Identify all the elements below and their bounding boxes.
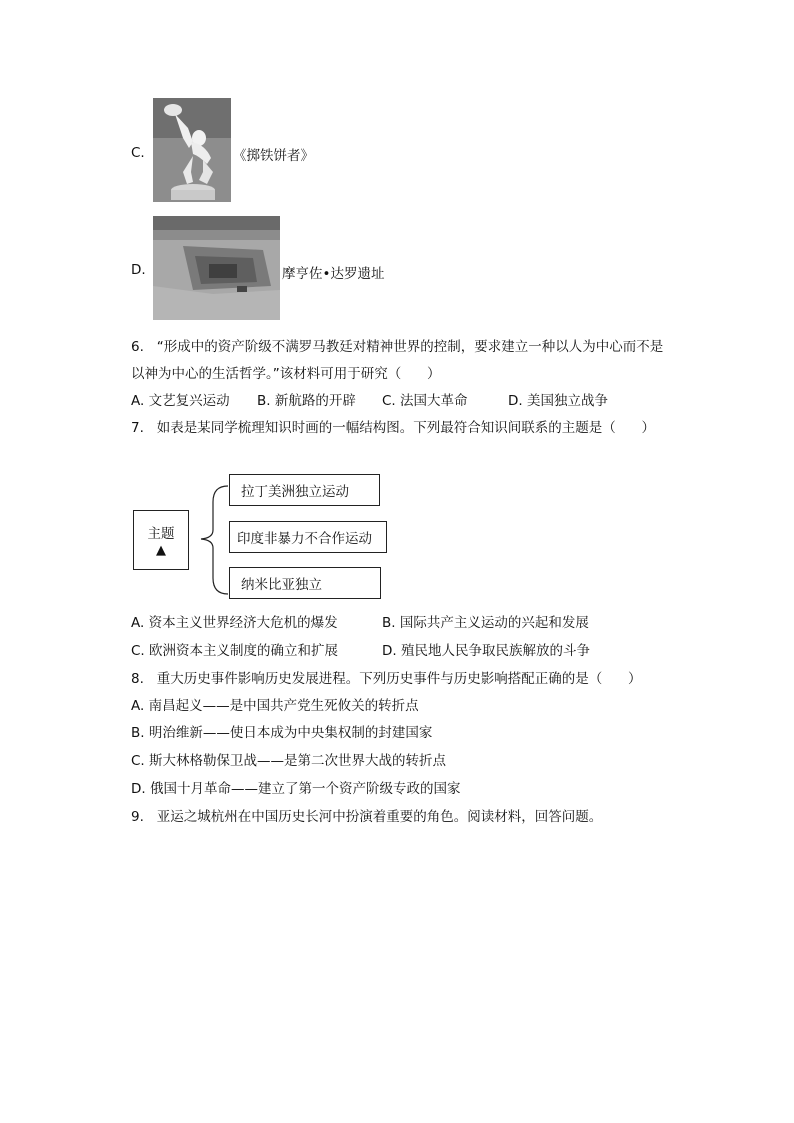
option-d-label: D. bbox=[131, 262, 146, 278]
q6-stem-line2: 以神为中心的生活哲学。”该材料可用于研究（ ） bbox=[131, 366, 441, 382]
option-c-label: C. bbox=[131, 145, 145, 161]
option-d-caption: 摩亨佐•达罗遗址 bbox=[282, 266, 385, 282]
option-c-caption: 《掷铁饼者》 bbox=[233, 148, 314, 164]
theme-label: 主题 bbox=[147, 526, 175, 542]
q8-stem: 8. 重大历史事件影响历史发展进程。下列历史事件与历史影响搭配正确的是（ ） bbox=[131, 671, 642, 687]
mohenjo-daro-image bbox=[153, 216, 280, 320]
discus-thrower-image bbox=[153, 98, 231, 202]
q7-option-d: D. 殖民地人民争取民族解放的斗争 bbox=[382, 643, 590, 659]
q6-stem-line1: 6. “形成中的资产阶级不满罗马教廷对精神世界的控制，要求建立一种以人为中心而不是 bbox=[131, 339, 664, 355]
q8-option-d: D. 俄国十月革命——建立了第一个资产阶级专政的国家 bbox=[131, 781, 461, 797]
diagram-item-3-label: 纳米比亚独立 bbox=[241, 577, 322, 593]
diagram-item-2 bbox=[229, 521, 387, 553]
theme-placeholder-marker: ▲ bbox=[156, 543, 166, 558]
q7-option-b: B. 国际共产主义运动的兴起和发展 bbox=[382, 615, 589, 631]
diagram-item-2-label: 印度非暴力不合作运动 bbox=[237, 531, 372, 547]
q6-option-a: A. 文艺复兴运动 bbox=[131, 393, 230, 409]
q6-option-d: D. 美国独立战争 bbox=[508, 393, 608, 409]
q6-option-b: B. 新航路的开辟 bbox=[257, 393, 356, 409]
theme-box bbox=[133, 510, 189, 570]
diagram-item-1 bbox=[229, 474, 380, 506]
q7-option-c: C. 欧洲资本主义制度的确立和扩展 bbox=[131, 643, 339, 659]
brace-icon bbox=[195, 482, 231, 602]
q7-stem: 7. 如表是某同学梳理知识时画的一幅结构图。下列最符合知识间联系的主题是（ ） bbox=[131, 420, 656, 436]
q6-option-c: C. 法国大革命 bbox=[382, 393, 468, 409]
q7-option-a: A. 资本主义世界经济大危机的爆发 bbox=[131, 615, 338, 631]
q9-stem: 9. 亚运之城杭州在中国历史长河中扮演着重要的角色。阅读材料，回答问题。 bbox=[131, 809, 603, 825]
diagram-item-3 bbox=[229, 567, 381, 599]
ruins-icon bbox=[153, 216, 280, 320]
diagram-item-1-label: 拉丁美洲独立运动 bbox=[241, 484, 349, 500]
q8-option-c: C. 斯大林格勒保卫战——是第二次世界大战的转折点 bbox=[131, 753, 447, 769]
q8-option-a: A. 南昌起义——是中国共产党生死攸关的转折点 bbox=[131, 698, 419, 714]
discus-thrower-icon bbox=[153, 98, 231, 202]
q8-option-b: B. 明治维新——使日本成为中央集权制的封建国家 bbox=[131, 725, 433, 741]
